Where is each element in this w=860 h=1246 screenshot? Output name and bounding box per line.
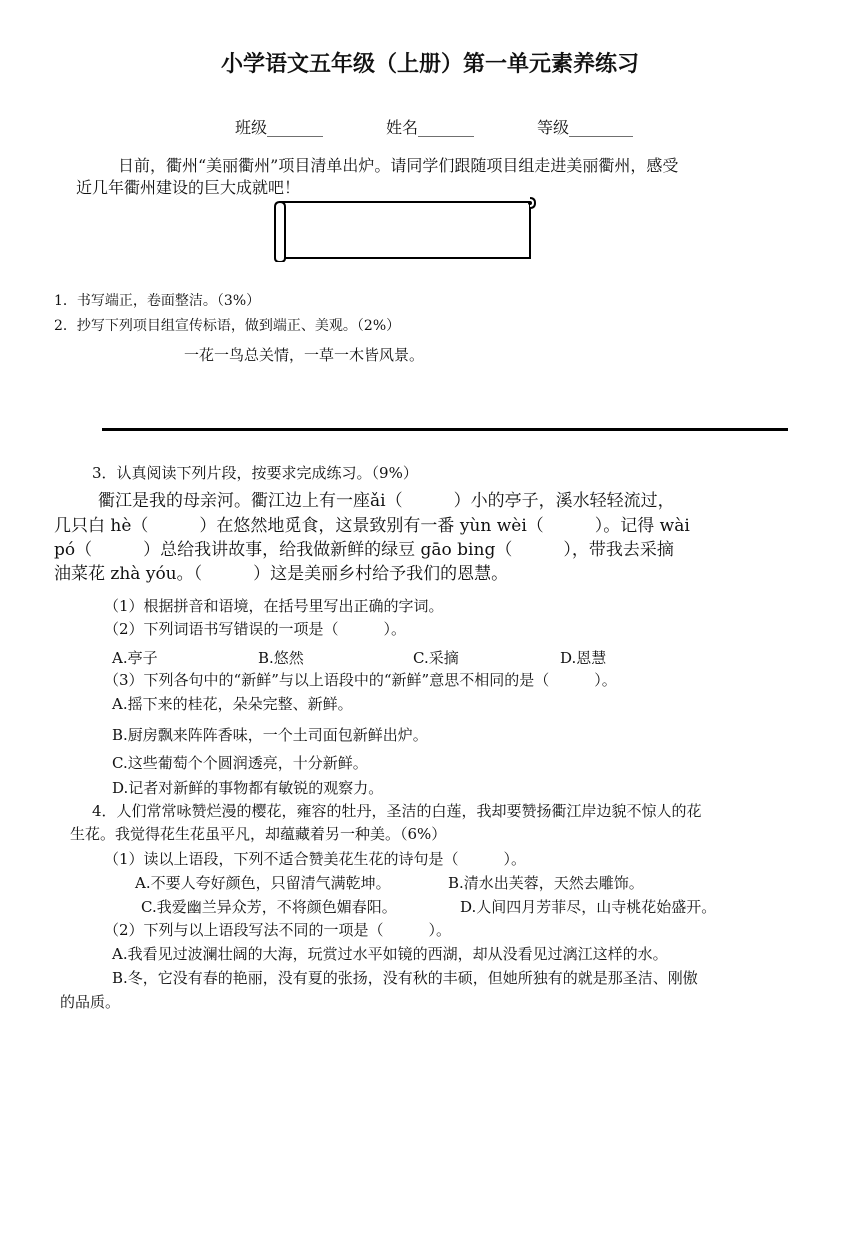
q3-sub3-option-d[interactable]: D.记者对新鲜的事物都有敏锐的观察力。 bbox=[112, 779, 384, 797]
q4-sub2-option-b-cont: 的品质。 bbox=[60, 993, 121, 1011]
q3-sub3-option-c[interactable]: C.这些葡萄个个圆润透亮，十分新鲜。 bbox=[112, 754, 368, 772]
q3-sub2-option-a[interactable]: A.亭子 bbox=[112, 649, 158, 667]
q4-sub1-option-a[interactable]: A.不要人夸好颜色，只留清气满乾坤。 bbox=[135, 874, 391, 892]
q3-passage-line-3: pó（ ）总给我讲故事，给我做新鲜的绿豆 gāo bing（ ），带我去采摘 bbox=[54, 540, 674, 560]
intro-line-1: 日前，衢州“美丽衢州”项目清单出炉。请同学们跟随项目组走进美丽衢州，感受 bbox=[118, 156, 679, 175]
q4-stem-line-2: 生花。我觉得花生花虽平凡，却蕴藏着另一种美。（6%） bbox=[70, 825, 447, 843]
q4-sub2-option-a[interactable]: A.我看见过波澜壮阔的大海，玩赏过水平如镜的西湖，却从没看见过漓江这样的水。 bbox=[112, 945, 668, 963]
q4-sub-2: （2）下列与以上语段写法不同的一项是（ ）。 bbox=[104, 921, 452, 939]
question-1: 1．书写端正，卷面整洁。（3%） bbox=[54, 293, 261, 309]
page-title: 小学语文五年级（上册）第一单元素养练习 bbox=[220, 52, 639, 77]
q4-sub1-option-d[interactable]: D.人间四月芳菲尽，山寺桃花始盛开。 bbox=[460, 898, 717, 916]
q4-sub1-option-c[interactable]: C.我爱幽兰异众芳，不将颜色媚春阳。 bbox=[141, 898, 397, 916]
q3-sub2-option-d[interactable]: D.恩慧 bbox=[560, 649, 607, 667]
slogan-text: 一花一鸟总关情，一草一木皆风景。 bbox=[184, 346, 425, 364]
q4-sub1-option-b[interactable]: B.清水出芙蓉，天然去雕饰。 bbox=[448, 874, 644, 892]
q3-sub-3: （3）下列各句中的“新鲜”与以上语段中的“新鲜”意思不相同的是（ ）。 bbox=[104, 671, 617, 689]
title-scroll-banner bbox=[272, 196, 538, 262]
q4-sub-1: （1）读以上语段，下列不适合赞美花生花的诗句是（ ）。 bbox=[104, 850, 527, 868]
q3-passage-line-2: 几只白 hè（ ）在悠然地觅食，这景致别有一番 yùn wèi（ ）。记得 wài bbox=[54, 516, 690, 536]
intro-line-2: 近几年衢州建设的巨大成就吧！ bbox=[76, 178, 301, 197]
q3-sub2-option-b[interactable]: B.悠然 bbox=[258, 649, 304, 667]
question-3-heading: 3．认真阅读下列片段，按要求完成练习。（9%） bbox=[92, 464, 418, 482]
name-field[interactable]: 姓名_______ bbox=[386, 118, 475, 137]
q3-sub3-option-a[interactable]: A.摇下来的桂花，朵朵完整、新鲜。 bbox=[112, 695, 353, 713]
q4-stem-line-1: 4．人们常常咏赞烂漫的樱花，雍容的牡丹，圣洁的白莲，我却要赞扬衢江岸边貌不惊人的花 bbox=[92, 802, 702, 820]
q3-sub3-option-b[interactable]: B.厨房飘来阵阵香味，一个土司面包新鲜出炉。 bbox=[112, 726, 428, 744]
q3-sub-2: （2）下列词语书写错误的一项是（ ）。 bbox=[104, 620, 407, 638]
q3-sub-1: （1）根据拼音和语境，在括号里写出正确的字词。 bbox=[104, 597, 444, 615]
grade-field[interactable]: 等级________ bbox=[537, 118, 634, 137]
writing-line[interactable] bbox=[102, 428, 788, 431]
question-2: 2．抄写下列项目组宣传标语，做到端正、美观。（2%） bbox=[54, 318, 401, 334]
q4-sub2-option-b[interactable]: B.冬，它没有春的艳丽，没有夏的张扬，没有秋的丰硕，但她所独有的就是那圣洁、刚傲 bbox=[112, 969, 698, 987]
q3-passage-line-1: 衢江是我的母亲河。衢江边上有一座ǎi（ ）小的亭子，溪水轻轻流过， bbox=[98, 491, 675, 511]
class-field[interactable]: 班级_______ bbox=[235, 118, 324, 137]
q3-passage-line-4: 油菜花 zhà yóu。（ ）这是美丽乡村给予我们的恩慧。 bbox=[54, 564, 509, 584]
q3-sub2-option-c[interactable]: C.采摘 bbox=[413, 649, 459, 667]
